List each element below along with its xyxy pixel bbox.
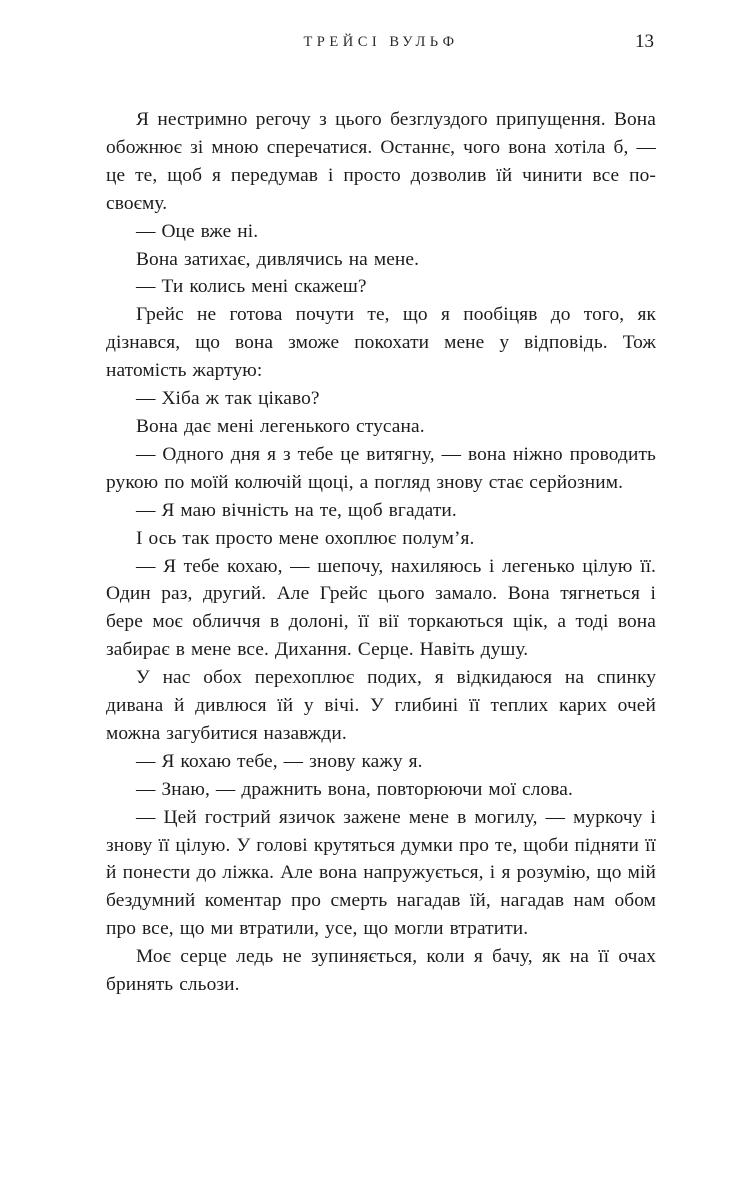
page-number: 13 <box>635 31 654 52</box>
body-text <box>106 106 656 999</box>
paragraph: — Хіба ж так цікаво? <box>136 388 320 410</box>
paragraph: — Я кохаю тебе, — знову кажу я. <box>136 750 423 772</box>
paragraph: — Одного дня я з тебе це витягну, — вона ніжно проводить рукою по моїй колючій щоці, а погляд знову стає серйозним. <box>106 443 656 493</box>
paragraph: Грейс не готова почути те, що я пообіцяв до того, як дізнався, що вона зможе покохати мене у відповідь. Тож натомість жартую: <box>106 304 656 382</box>
paragraph: — Ти колись мені скажеш? <box>136 276 367 298</box>
paragraph: — Я тебе кохаю, — шепочу, нахиляюсь і легенько цілую її. Один раз, другий. Але Грейс цього замало. Вона тягнеться і бере моє обличчя в долоні, її вії торкаються щік, а тоді вона забирає в мене все. Дихання. Серце. Навіть душу. <box>106 555 656 661</box>
paragraph: Я нестримно регочу з цього безглуздого припущення. Вона обожнює зі мною сперечатися. Останнє, чого вона хотіла б, — це те, щоб я передумав і просто дозволив їй чинити все по-своєму. <box>106 109 656 214</box>
paragraph: Вона затихає, дивлячись на мене. <box>136 248 420 270</box>
running-head <box>106 31 656 60</box>
paragraph: У нас обох перехоплює подих, я відкидаюся на спинку дивана й дивлюся їй у вічі. У глибині її теплих карих очей можна загубитися назавжди. <box>106 667 656 744</box>
paragraph: — Оце вже ні. <box>136 220 259 242</box>
paragraph: Моє серце ледь не зупиняється, коли я бачу, як на її очах бринять сльози. <box>106 946 656 996</box>
paragraph: — Знаю, — дражнить вона, повторюючи мої слова. <box>136 778 573 800</box>
paragraph: — Цей гострий язичок зажене мене в могилу, — муркочу і знову її цілую. У голові крутяться думки про те, щоби підняти її й понести до ліжка. Але вона напружується, і я розумію, що мій бездумний коментар про смерть нагадав їй, нагадав нам обом про все, що ми втратили, усе, що могли втратити. <box>106 806 656 940</box>
paragraph: Вона дає мені легенького стусана. <box>136 415 425 437</box>
paragraph: І ось так просто мене охоплює полум’я. <box>136 527 475 549</box>
paragraph: — Я маю вічність на те, щоб вгадати. <box>136 499 457 521</box>
running-title: ТРЕЙСІ ВУЛЬФ <box>303 34 459 50</box>
